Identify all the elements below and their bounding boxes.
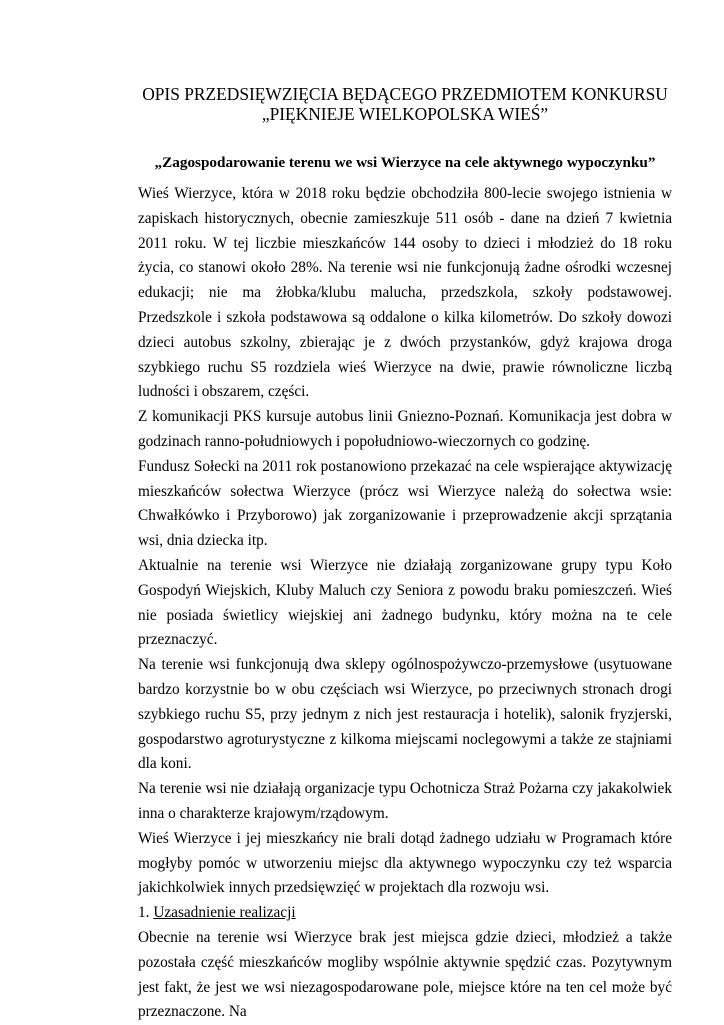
section-1-number: 1. bbox=[138, 904, 150, 922]
paragraph-fund: Fundusz Sołecki na 2011 rok postanowiono przekazać na cele wspierające aktywizację mieszkańców sołectwa Wierzyce (prócz wsi Wierzyce należą do sołectwa wsie: Chwałkówko i Przyborowo) jak zorganizowanie i przeprowadzenie akcji sprzątania wsi, dnia dziecka itp. bbox=[138, 457, 672, 550]
document-body bbox=[138, 182, 672, 1025]
paragraph-groups: Aktualnie na terenie wsi Wierzyce nie działają zorganizowane grupy typu Koło Gospodyń Wiejskich, Kluby Maluch czy Seniora z powodu braku pomieszczeń. Wieś nie posiada świetlicy wiejskiej ani żadnego budynku, który można na te cele przeznaczyć. bbox=[138, 556, 672, 649]
document-subtitle: „Zagospodarowanie terenu we wsi Wierzyce na cele aktywnego wypoczynku” bbox=[154, 154, 656, 171]
section-1-heading bbox=[138, 901, 672, 926]
paragraph-organizations: Na terenie wsi nie działają organizacje typu Ochotnicza Straż Pożarna czy jakakolwiek inna o charakterze krajowym/rządowym. bbox=[138, 780, 672, 822]
document-page bbox=[138, 84, 672, 1025]
paragraph-transport: Z komunikacji PKS kursuje autobus linii Gniezno-Poznań. Komunikacja jest dobra w godzinach ranno-południowych i popołudniowo-wieczornych co godzinę. bbox=[138, 408, 672, 450]
paragraph-programs: Wieś Wierzyce i jej mieszkańcy nie brali dotąd żadnego udziału w Programach które mogłyby pomóc w utworzeniu miejsc dla aktywnego wypoczynku czy też wsparcia jakichkolwiek innych przedsięwzięć w projektach dla rozwoju wsi. bbox=[138, 829, 672, 897]
section-1-paragraph: Obecnie na terenie wsi Wierzyce brak jest miejsca gdzie dzieci, młodzież a także pozostała część mieszkańców mogliby wspólnie aktywnie spędzić czas. Pozytywnym jest fakt, że jest we wsi niezagospodarowane pole, miejsce które na ten cel może być przeznaczone. Na bbox=[138, 928, 672, 1021]
document-title-line-2: „PIĘKNIEJE WIELKOPOLSKA WIEŚ” bbox=[261, 104, 549, 124]
paragraph-businesses: Na terenie wsi funkcjonują dwa sklepy ogólnospożywczo-przemysłowe (usytuowane bardzo korzystnie bo w obu częściach wsi Wierzyce, po przeciwnych stronach drogi szybkiego ruchu S5, przy jednym z nich jest restauracja i hotelik), salonik fryzjerski, gospodarstwo agroturystyczne z kilkoma miejscami noclegowymi a także ze stajniami dla koni. bbox=[138, 656, 672, 773]
section-1-heading-text: Uzasadnienie realizacji bbox=[153, 904, 296, 922]
document-title-line-1: OPIS PRZEDSIĘWZIĘCIA BĘDĄCEGO PRZEDMIOTEM KONKURSU bbox=[142, 84, 668, 104]
paragraph-intro: Wieś Wierzyce, która w 2018 roku będzie obchodziła 800-lecie swojego istnienia w zapiskach historycznych, obecnie zamieszkuje 511 osób - dane na dzień 7 kwietnia 2011 roku. W tej liczbie mieszkańców 144 osoby to dzieci i młodzież do 18 roku życia, co stanowi około 28%. Na terenie wsi nie funkcjonują żadne ośrodki wczesnej edukacji; nie ma żłobka/klubu malucha, przedszkola, szkoły podstawowej. Przedszkole i szkoła podstawowa są oddalone o kilka kilometrów. Do szkoły dowozi dzieci autobus szkolny, zbierając je z dwóch przystanków, gdyż krajowa droga szybkiego ruchu S5 rozdziela wieś Wierzyce na dwie, prawie równoliczne liczbą ludności i obszarem, części. bbox=[138, 185, 672, 401]
